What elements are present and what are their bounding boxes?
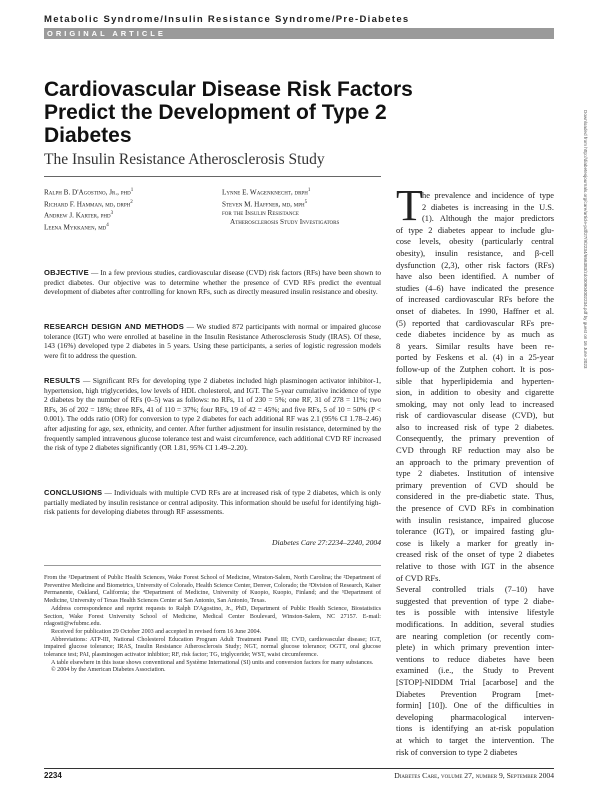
- body-line: [STOP]-NIDDM Trial [acarbose] and the: [396, 677, 554, 687]
- title-line: Predict the Development of Type 2: [44, 101, 387, 124]
- footnote-correspondence: Address correspondence and reprint requests to Ralph D'Agostino, Jr., PhD, Department of Public Health Science, Biostatistics Section, Wake Forest University School of Medicine, Medical Center Boulevard, Winston-Salem, NC 27157. E-mail: rdagosti@wfubmc.edu.: [44, 605, 381, 628]
- body-line: creased risk of the onset of type 2 diabetes: [396, 550, 554, 560]
- body-line: also to increased risk of type 2 diabetes.: [396, 422, 554, 432]
- body-line: at which to target the intervention. The: [396, 735, 554, 745]
- author: Lynne E. Wagenknecht, drph$^1$: [222, 188, 311, 197]
- abstract-conclusions: CONCLUSIONS — Individuals with multiple CVD RFs are at increased risk of type 2 diabetes, which is only partially mediated by insulin resistance or central adiposity. This information should be useful for identifying high-risk patients for developing diabetes through RF assessments.: [44, 488, 381, 517]
- journal-citation: Diabetes Care 27:2234–2240, 2004: [272, 538, 381, 547]
- section-heading: Metabolic Syndrome/Insulin Resistance Syndrome/Pre-Diabetes: [44, 14, 410, 25]
- journal-footer: Diabetes Care, volume 27, number 9, September 2004: [394, 771, 554, 780]
- footnote-abbreviations: Abbreviations: ATP-III, National Cholesterol Education Program Adult Treatment Panel III; CVD, cardiovascular disease; IGT, impaired glucose tolerance; IRAS, Insulin Resistance Atherosclerosis Study; NGT, normal glucose tolerance; OGTT, oral glucose tolerance test; PAI, plasminogen activator inhibitor; RF, risk factor; TG, triglyceride; WST, waist circumference.: [44, 636, 381, 659]
- author: Leena Mykkanen, $md^4$: [44, 222, 109, 232]
- body-line: risk of cardiovascular disease (CVD), but: [396, 411, 554, 421]
- drop-cap: T: [396, 181, 423, 230]
- body-line: ventions to reduce diabetes have been: [396, 654, 554, 664]
- footnote-rule: [44, 565, 381, 566]
- body-line: (5) reported that cardiovascular RFs pre-: [396, 318, 554, 328]
- article-title: [44, 78, 464, 147]
- body-line: sible that hyperlipidemia and hyperten-: [396, 376, 554, 386]
- body-line: plete) in which primary prevention inter-: [396, 643, 554, 653]
- title-line: Diabetes: [44, 124, 132, 147]
- body-line: relative to those with IGT in the absence: [396, 562, 554, 571]
- author: for the Insulin Resistance: [222, 209, 299, 218]
- body-line: an approach to the primary prevention of: [396, 457, 554, 467]
- body-line: suggested that prevention of type 2 diabe-: [396, 596, 554, 606]
- body-line: tes is possible with intensive lifestyle: [396, 608, 554, 618]
- body-line: 2 diabetes is increasing in the U.S.: [422, 202, 554, 212]
- abstract-objective: OBJECTIVE — In a few previous studies, cardiovascular disease (CVD) risk factors (RFs) have been shown to predict diabetes. Our objective was to determine whether the presence of CVD RFs predict the eventual development of diabetes after controlling for known RFs, such as directly measured insulin resistance and obesity.: [44, 268, 381, 297]
- article-type-label: ORIGINAL ARTICLE: [47, 29, 166, 38]
- body-line: Consequently, the primary prevention of: [396, 434, 554, 444]
- body-line: modifications. In addition, several studies: [396, 619, 554, 629]
- body-line: considered in the pre-diabetic state. Thus,: [396, 492, 554, 502]
- page-number: 2234: [44, 771, 62, 780]
- body-line: sion, in addition to obesity and cigarette: [396, 388, 554, 398]
- subtitle-rule: [44, 176, 381, 177]
- body-column: [396, 190, 554, 758]
- author: Steven M. Haffner, md, mph$^5$: [222, 199, 308, 208]
- body-line: he prevalence and incidence of type: [422, 191, 554, 200]
- body-line: Diabetes Prevention Program [met-: [396, 689, 554, 699]
- body-line: obesity), insulin resistance, and β-cell: [396, 248, 554, 258]
- footnote-affiliations: From the ¹Department of Public Health Sciences, Wake Forest School of Medicine, Winston-Salem, North Carolina; the ²Department of Preventive Medicine and Biometrics, University of Colorado, Health Science Center, Denver, Colorado; the ³Division of Research, Kaiser Permanente, Oakland, California; the ⁴Department of Medicine, University of Kuopio, Kuopio, Finland; and the ⁵Department of Medicine, University of Texas Health Sciences Center at San Antonio, San Antonio, Texas.: [44, 575, 381, 605]
- authors-left: [44, 186, 133, 232]
- authors-right: [222, 186, 339, 228]
- abstract-methods: RESEARCH DESIGN AND METHODS — We studied 872 participants with normal or impaired glucose tolerance (IGT) who were enrolled at baseline in the Insulin Resistance Atherosclerosis Study (IRAS). Of these, 143 (16%) developed type 2 diabetes in 5 years. Using these participants, a series of logistic regression models were fit to address the question.: [44, 322, 381, 360]
- body-line: with insulin resistance, impaired glucose: [396, 515, 554, 525]
- body-line: cede diabetes incidence by as much as: [396, 330, 554, 340]
- body-line: cose levels, obesity (particularly central: [396, 237, 554, 247]
- author: Richard F. Hamman, md, drph$^2$: [44, 199, 133, 208]
- author: Atherosclerosis Study Investigators: [230, 218, 340, 227]
- abstract-results: RESULTS — Significant RFs for developing type 2 diabetes included high plasminogen activator inhibitor-1, hypertension, high triglycerides, low levels of HDL cholesterol, and IGT. The 5-year cumulative incidence of type 2 diabetes by the number of RFs (0–5) was as follows: no RFs, 11 of 230 = 5%; one RF, 31 of 278 = 11%; two RFs, 36 of 202 = 18%; three RFs, 41 of 110 = 37%; four RFs, 19 of 42 = 45%; and five RFs, 5 of 10 = 50% (P < 0.001). The odds ratio (OR) for conversion to type 2 diabetes for each additional RF was 2.1 (95% CI 1.78–2.46) after adjusting for age, sex, ethnicity, and center. After further adjustment for insulin resistance, determined by the frequently sampled intravenous glucose tolerance test and waist circumference, each additional CVD RF increased the risk of type 2 diabetes significantly (OR 1.81, 95% CI 1.49–2.20).: [44, 376, 381, 453]
- footer-rule: [44, 768, 554, 769]
- body-line: CVD through RF reduction may also be: [396, 446, 554, 456]
- body-line: tions is identifying an at-risk population: [396, 724, 554, 734]
- footnote-units: A table elsewhere in this issue shows conventional and Système International (SI) units and conversion factors for many substances.: [51, 659, 374, 666]
- body-line: the presence of CVD RFs in combination: [396, 504, 554, 514]
- body-line: smoking, may not only lead to increased: [396, 399, 554, 409]
- body-line: Several controlled trials (7–10) have: [396, 585, 554, 595]
- body-line: developing pharmacological interven-: [396, 712, 554, 722]
- author: Ralph B. D'Agostino, Jr., phd$^1$: [44, 188, 134, 197]
- body-line: primary prevention of CVD should be: [396, 480, 554, 490]
- footnotes: [44, 575, 381, 675]
- body-line: ported by Feskens et al. (4) in a 25-year: [396, 353, 554, 363]
- body-line: of type 2 diabetes appear to include glu-: [396, 225, 554, 235]
- body-line: of increased cardiovascular RFs before the: [396, 295, 554, 305]
- article-subtitle: The Insulin Resistance Atherosclerosis Study: [44, 151, 325, 168]
- body-line: have also been identified. A number of: [396, 272, 554, 282]
- body-line: formin] [10]). One of the difficulties in: [396, 701, 554, 711]
- body-line: tolerance (IGT), or impaired fasting glu-: [396, 527, 554, 537]
- body-line: follow-up of the Zutphen cohort. It is pos-: [396, 364, 554, 374]
- body-line: cose is likely a marker for greatly in-: [396, 538, 554, 548]
- body-line: examined (i.e., the Study to Prevent: [396, 666, 554, 676]
- body-line: onset of diabetes. In 1990, Haffner et al.: [396, 306, 554, 316]
- footnote-received: Received for publication 29 October 2003 and accepted in revised form 16 June 2004.: [51, 628, 262, 635]
- body-line: are nearing completion (or recently com-: [396, 631, 554, 641]
- body-line: type 2 diabetes. Institution of intensive: [396, 469, 554, 479]
- body-line: risk of conversion to type 2 diabetes: [396, 747, 518, 757]
- author: Andrew J. Karter, phd$^3$: [44, 211, 114, 220]
- download-watermark: Downloaded from http://diabetesjournals.org/care/article-pdf/27/9/2234/656383/zdc00904002234.pdf by guest on 16 June 2023: [583, 110, 588, 369]
- footnote-copyright: © 2004 by the American Diabetes Association.: [51, 667, 166, 674]
- body-line: dysfunction (2,3), other risk factors (RFs): [396, 260, 554, 270]
- body-line: of CVD RFs.: [396, 573, 441, 583]
- article-type-bar: [44, 28, 554, 39]
- body-line: 8 years. Similar results have been re-: [396, 341, 554, 351]
- body-line: (1). Although the major predictors: [422, 214, 554, 224]
- title-line: Cardiovascular Disease Risk Factors: [44, 78, 413, 101]
- body-line: studies (4–6) have indicated the presence: [396, 283, 554, 293]
